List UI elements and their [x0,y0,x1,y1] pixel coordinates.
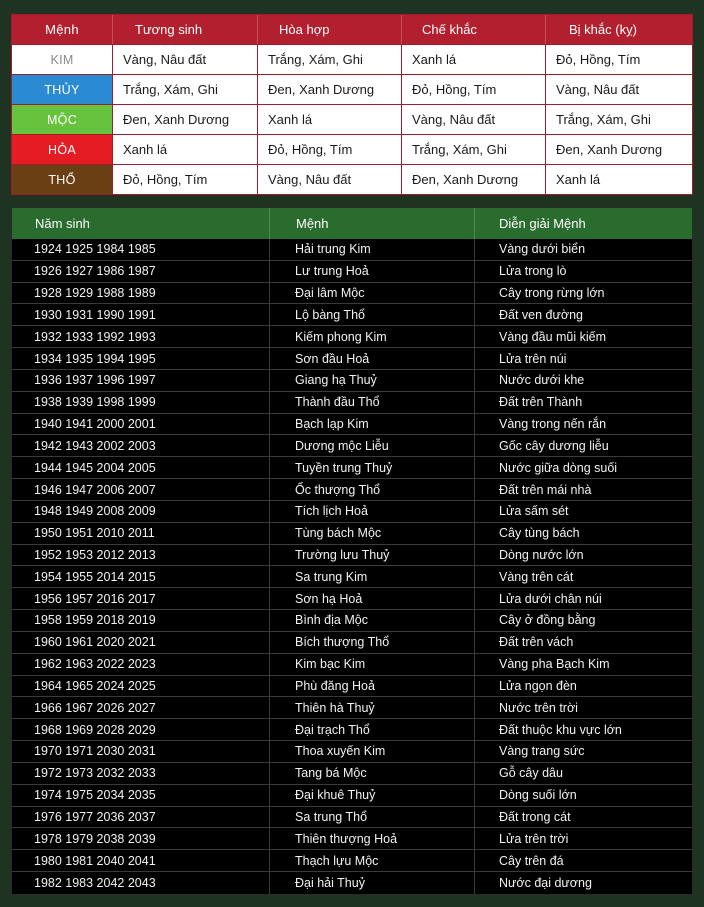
dien-giai-cell: Cây ở đồng bằng [499,613,596,628]
table-row [12,850,692,872]
dien-giai-cell: Đất trên Thành [499,395,583,410]
tuong-sinh-cell: Xanh lá [113,135,258,164]
menh-cell: Lộ bàng Thổ [270,304,475,325]
che-khac-cell: Vàng, Nâu đất [402,105,546,134]
hoa-hop-cell: Đen, Xanh Dương [258,75,402,104]
hoa-hop-cell: Đỏ, Hồng, Tím [258,135,402,164]
birth-year-table [11,207,693,895]
menh-cell: Đại trạch Thổ [270,719,475,740]
hoa-hop-cell: Trắng, Xám, Ghi [258,45,402,74]
element-row [12,75,692,105]
dien-giai-cell: Đất trên mái nhà [499,482,592,497]
element-name: KIM [12,45,113,74]
dien-giai-cell: Cây tùng bách [499,526,580,541]
table-row [12,479,692,501]
birth-years-cell: 1948 1949 2008 2009 [12,501,270,522]
header-nam-sinh: Năm sinh [12,208,270,239]
birth-years-cell: 1934 1935 1994 1995 [12,348,270,369]
menh-cell: Hải trung Kim [270,239,475,260]
menh-cell: Kim bạc Kim [270,654,475,675]
menh-cell: Lư trung Hoả [270,261,475,282]
dien-giai-cell: Nước trên trời [499,700,578,715]
table-row [12,588,692,610]
menh-cell: Đại lâm Mộc [270,283,475,304]
table-row [12,719,692,741]
menh-cell: Dương mộc Liễu [270,435,475,456]
birth-years-cell: 1938 1939 1998 1999 [12,392,270,413]
table-row [12,283,692,305]
birth-years-cell: 1944 1945 2004 2005 [12,457,270,478]
menh-cell: Ốc thượng Thổ [270,479,475,500]
menh-cell: Giang hạ Thuỷ [270,370,475,391]
menh-cell: Thoa xuyến Kim [270,741,475,762]
bi-khac-cell: Trắng, Xám, Ghi [556,112,651,127]
table-row [12,326,692,348]
menh-cell: Trường lưu Thuỷ [270,545,475,566]
birth-years-cell: 1974 1975 2034 2035 [12,785,270,806]
dien-giai-cell: Lửa trên núi [499,351,567,366]
menh-cell: Sơn đầu Hoả [270,348,475,369]
birth-years-cell: 1950 1951 2010 2011 [12,523,270,544]
dien-giai-cell: Đất ven đường [499,307,583,322]
table-row [12,697,692,719]
table-row [12,807,692,829]
dien-giai-cell: Dòng suối lớn [499,788,577,803]
menh-cell: Đại hải Thuỷ [270,872,475,894]
birth-years-cell: 1978 1979 2038 2039 [12,828,270,849]
birth-years-cell: 1930 1931 1990 1991 [12,304,270,325]
header-che-khac: Chế khắc [402,15,546,44]
dien-giai-cell: Cây trong rừng lớn [499,286,605,301]
element-table-header [12,15,692,45]
menh-cell: Phù đăng Hoả [270,676,475,697]
birth-years-cell: 1970 1971 2030 2031 [12,741,270,762]
birth-years-cell: 1946 1947 2006 2007 [12,479,270,500]
menh-cell: Sa trung Kim [270,566,475,587]
birth-years-cell: 1956 1957 2016 2017 [12,588,270,609]
tuong-sinh-cell: Đen, Xanh Dương [113,105,258,134]
header-dien-giai: Diễn giải Mệnh [499,216,586,231]
year-table-header [12,208,692,239]
table-row [12,392,692,414]
table-row [12,741,692,763]
dien-giai-cell: Vàng dưới biển [499,242,586,257]
birth-years-cell: 1952 1953 2012 2013 [12,545,270,566]
menh-cell: Sa trung Thổ [270,807,475,828]
dien-giai-cell: Đất thuộc khu vực lớn [499,722,622,737]
element-name: MỘC [12,105,113,134]
tuong-sinh-cell: Trắng, Xám, Ghi [113,75,258,104]
menh-cell: Tùng bách Mộc [270,523,475,544]
birth-years-cell: 1932 1933 1992 1993 [12,326,270,347]
dien-giai-cell: Nước dưới khe [499,373,585,388]
birth-years-cell: 1958 1959 2018 2019 [12,610,270,631]
table-row [12,261,692,283]
table-row [12,435,692,457]
menh-cell: Đại khuê Thuỷ [270,785,475,806]
bi-khac-cell: Đen, Xanh Dương [556,142,663,157]
menh-cell: Tích lịch Hoả [270,501,475,522]
dien-giai-cell: Dòng nước lớn [499,548,584,562]
dien-giai-cell: Nước đại dương [499,875,592,890]
table-row [12,304,692,326]
table-row [12,414,692,436]
dien-giai-cell: Lửa dưới chân núi [499,591,602,606]
table-row [12,566,692,588]
element-row [12,105,692,135]
birth-years-cell: 1972 1973 2032 2033 [12,763,270,784]
birth-years-cell: 1968 1969 2028 2029 [12,719,270,740]
dien-giai-cell: Lửa sấm sét [499,504,569,519]
table-row [12,785,692,807]
menh-cell: Thiên hà Thuỷ [270,697,475,718]
dien-giai-cell: Lửa trong lò [499,264,567,279]
element-row [12,135,692,165]
che-khac-cell: Trắng, Xám, Ghi [402,135,546,164]
element-name: HỎA [12,135,113,164]
bi-khac-cell: Vàng, Nâu đất [556,82,640,97]
birth-years-cell: 1924 1925 1984 1985 [12,239,270,260]
hoa-hop-cell: Xanh lá [258,105,402,134]
menh-cell: Bạch lạp Kim [270,414,475,435]
header-menh: Mệnh [270,208,475,239]
table-row [12,370,692,392]
dien-giai-cell: Đất trong cát [499,809,571,824]
che-khac-cell: Xanh lá [402,45,546,74]
element-row [12,165,692,194]
dien-giai-cell: Gốc cây dương liễu [499,438,609,453]
birth-years-cell: 1982 1983 2042 2043 [12,872,270,894]
menh-cell: Kiếm phong Kim [270,326,475,347]
table-row [12,348,692,370]
birth-years-cell: 1942 1943 2002 2003 [12,435,270,456]
menh-cell: Sơn hạ Hoả [270,588,475,609]
birth-years-cell: 1976 1977 2036 2037 [12,807,270,828]
birth-years-cell: 1954 1955 2014 2015 [12,566,270,587]
element-row [12,45,692,75]
menh-cell: Thiên thượng Hoả [270,828,475,849]
dien-giai-cell: Vàng đầu mũi kiếm [499,329,607,344]
table-row [12,610,692,632]
element-color-table [11,14,693,195]
table-row [12,763,692,785]
menh-cell: Tang bá Mộc [270,763,475,784]
table-row [12,632,692,654]
dien-giai-cell: Vàng pha Bạch Kim [499,657,610,672]
dien-giai-cell: Cây trên đá [499,853,564,868]
table-row [12,654,692,676]
bi-khac-cell: Xanh lá [556,172,601,187]
table-row [12,523,692,545]
birth-years-cell: 1960 1961 2020 2021 [12,632,270,653]
menh-cell: Bích thượng Thổ [270,632,475,653]
birth-years-cell: 1964 1965 2024 2025 [12,676,270,697]
table-row [12,828,692,850]
che-khac-cell: Đỏ, Hồng, Tím [402,75,546,104]
tuong-sinh-cell: Đỏ, Hồng, Tím [113,165,258,194]
table-row [12,501,692,523]
table-row [12,545,692,567]
birth-years-cell: 1980 1981 2040 2041 [12,850,270,871]
menh-cell: Bình địa Mộc [270,610,475,631]
tuong-sinh-cell: Vàng, Nâu đất [113,45,258,74]
menh-cell: Thành đầu Thổ [270,392,475,413]
dien-giai-cell: Vàng trong nến rắn [499,417,607,432]
dien-giai-cell: Lửa trên trời [499,831,569,846]
menh-cell: Tuyền trung Thuỷ [270,457,475,478]
birth-years-cell: 1940 1941 2000 2001 [12,414,270,435]
element-name: THỔ [12,165,113,194]
table-row [12,457,692,479]
che-khac-cell: Đen, Xanh Dương [402,165,546,194]
table-row [12,676,692,698]
birth-years-cell: 1926 1927 1986 1987 [12,261,270,282]
dien-giai-cell: Vàng trang sức [499,744,585,759]
birth-years-cell: 1966 1967 2026 2027 [12,697,270,718]
dien-giai-cell: Gỗ cây dâu [499,766,563,781]
header-menh: Mệnh [12,15,113,44]
hoa-hop-cell: Vàng, Nâu đất [258,165,402,194]
birth-years-cell: 1936 1937 1996 1997 [12,370,270,391]
birth-years-cell: 1928 1929 1988 1989 [12,283,270,304]
element-name: THỦY [12,75,113,104]
birth-years-cell: 1962 1963 2022 2023 [12,654,270,675]
dien-giai-cell: Vàng trên cát [499,569,574,584]
bi-khac-cell: Đỏ, Hồng, Tím [556,52,641,67]
header-tuong-sinh: Tương sinh [113,15,258,44]
table-row [12,239,692,261]
dien-giai-cell: Nước giữa dòng suối [499,460,618,475]
menh-cell: Thạch lựu Mộc [270,850,475,871]
table-row [12,872,692,894]
dien-giai-cell: Lửa ngọn đèn [499,678,577,693]
header-bi-khac: Bị khắc (kỵ) [569,22,637,37]
header-hoa-hop: Hòa hợp [258,15,402,44]
dien-giai-cell: Đất trên vách [499,635,574,650]
